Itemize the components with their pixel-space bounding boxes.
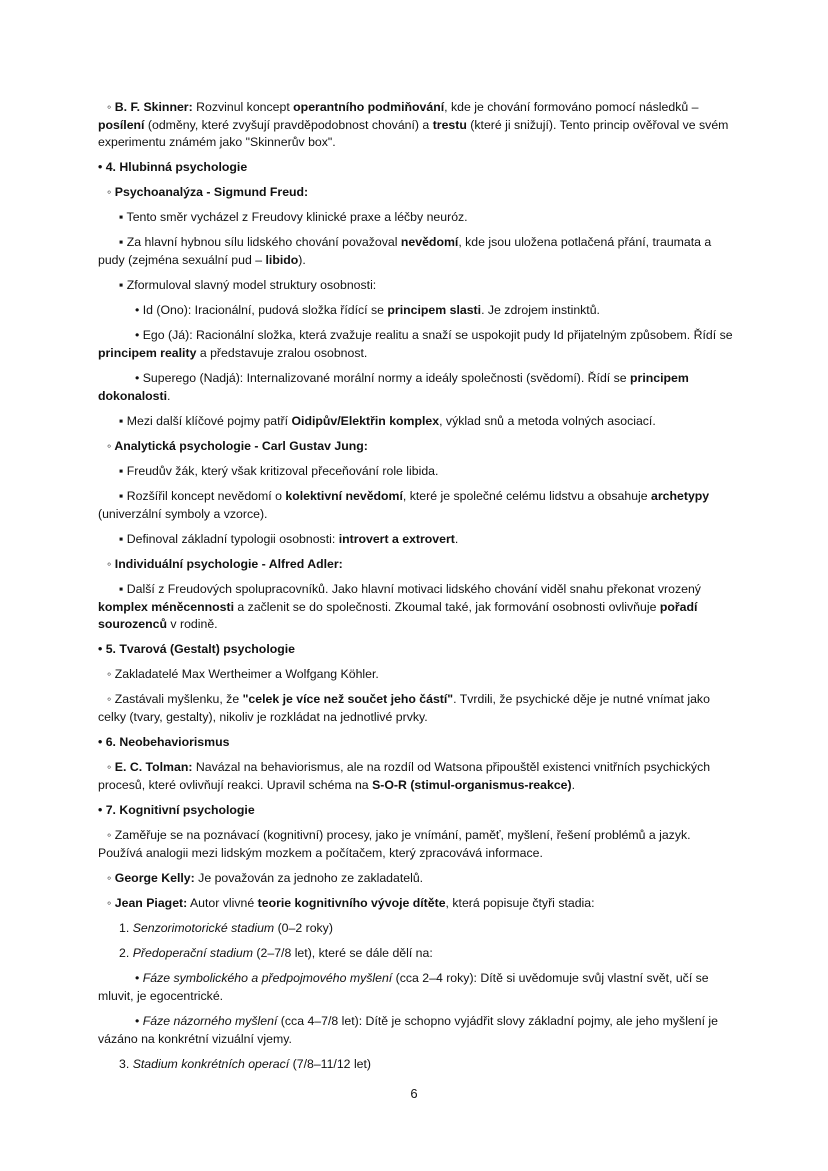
text-run: ◦	[107, 100, 115, 114]
paragraph	[98, 413, 738, 431]
paragraph	[98, 1056, 738, 1074]
text-run: .	[571, 777, 576, 792]
text-run: •	[135, 971, 143, 985]
bold-text: B. F. Skinner:	[114, 100, 193, 114]
bold-text: Oidipův/Elektřin komplex	[291, 414, 440, 428]
paragraph	[98, 463, 738, 481]
paragraph	[98, 370, 738, 405]
page-number: 6	[410, 1086, 418, 1101]
text-run: ).	[298, 252, 306, 267]
text-run: •	[135, 1014, 143, 1028]
paragraph	[98, 895, 738, 913]
bold-text: principem slasti	[387, 303, 482, 317]
bold-text: principem reality	[98, 345, 197, 360]
text-run: (2–7/8 let), které se dále dělí na:	[253, 946, 433, 960]
text-run: a představuje zralou osobnost.	[196, 345, 368, 360]
text-run: .	[454, 532, 459, 546]
bold-text: • 5. Tvarová (Gestalt) psychologie	[98, 642, 296, 656]
italic-text: Předoperační stadium	[132, 946, 253, 960]
text-run: , kde je chování formováno pomocí následků –	[444, 100, 699, 114]
paragraph	[98, 920, 738, 938]
bold-text: • 4. Hlubinná psychologie	[98, 160, 248, 174]
italic-text: Senzorimotorické stadium	[132, 921, 275, 935]
text-run: ▪ Freudův žák, který však kritizoval přeceňování role libida.	[119, 464, 439, 478]
paragraph	[98, 641, 738, 659]
paragraph	[98, 184, 738, 202]
bold-text: introvert a extrovert	[338, 532, 455, 546]
italic-text: Stadium konkrétních operací	[132, 1057, 290, 1071]
paragraph	[98, 802, 738, 820]
text-run: • Id (Ono): Iracionální, pudová složka řídící se	[135, 303, 388, 317]
paragraph	[98, 209, 738, 227]
text-run: Rozvinul koncept	[192, 100, 294, 114]
text-run: (cca 2–4 roky): Dítě si uvědomuje svůj vlastní svět, učí se mluvit, je egocentrické.	[98, 971, 709, 1003]
text-run: (0–2 roky)	[274, 921, 333, 935]
bold-text: ◦ Psychoanalýza - Sigmund Freud:	[107, 185, 309, 199]
text-run: (7/8–11/12 let)	[289, 1057, 372, 1071]
text-run: 2.	[119, 946, 133, 960]
paragraph	[98, 945, 738, 963]
bold-text: operantního podmiňování	[293, 100, 445, 114]
paragraph	[98, 1013, 738, 1048]
bold-text: S-O-R (stimul-organismus-reakce)	[372, 777, 572, 792]
bold-text: posílení	[98, 117, 145, 132]
text-run: (univerzální symboly a vzorce).	[98, 506, 268, 521]
paragraph	[98, 666, 738, 684]
text-run: ◦	[107, 896, 115, 910]
text-run: , které je společné celému lidstvu a obsahuje	[402, 489, 652, 503]
text-run: • Superego (Nadjá): Internalizované morální normy a ideály společnosti (svědomí). Řídí se	[135, 371, 631, 385]
italic-text: Fáze názorného myšlení	[142, 1014, 278, 1028]
bold-text: E. C. Tolman:	[114, 760, 193, 774]
bold-text: ◦ Analytická psychologie - Carl Gustav Jung:	[107, 439, 368, 453]
text-run: ▪ Tento směr vycházel z Freudovy klinické praxe a léčby neuróz.	[119, 210, 468, 224]
bold-text: • 7. Kognitivní psychologie	[98, 803, 255, 817]
text-run: , která popisuje čtyři stadia:	[445, 896, 595, 910]
text-run: , kde jsou uložena potlačená přání, traumata a pudy (zejména sexuální pud –	[98, 235, 712, 267]
text-run: ◦ Zastávali myšlenku, že	[107, 692, 243, 706]
text-run: v rodině.	[167, 617, 218, 631]
bold-text: George Kelly:	[114, 871, 195, 885]
text-run: ▪ Definoval základní typologii osobnosti:	[119, 532, 339, 546]
bold-text: libido	[265, 252, 299, 267]
text-run: ◦	[107, 871, 115, 885]
bold-text: archetypy	[651, 489, 710, 503]
text-run: 1.	[119, 921, 133, 935]
text-run: ◦ Zakladatelé Max Wertheimer a Wolfgang Köhler.	[107, 667, 379, 681]
bold-text: kolektivní nevědomí	[285, 489, 403, 503]
text-run: ◦	[107, 760, 115, 774]
bold-text: "celek je více než součet jeho částí"	[242, 692, 454, 706]
paragraph	[98, 581, 738, 634]
paragraph	[98, 438, 738, 456]
text-run: Autor vlivné	[187, 896, 258, 910]
paragraph	[98, 734, 738, 752]
text-run: ▪ Mezi další klíčové pojmy patří	[119, 414, 292, 428]
paragraph	[98, 302, 738, 320]
bold-text: pořadí sourozenců	[98, 599, 698, 631]
bold-text: komplex méněcennosti	[98, 599, 234, 614]
text-run: (cca 4–7/8 let): Dítě je schopno vyjádřit slovy základní pojmy, ale jeho myšlení je vázáno na konkrétní vizuální vjemy.	[98, 1014, 719, 1046]
paragraph	[98, 531, 738, 549]
text-run: • Ego (Já): Racionální složka, která zvažuje realitu a snaží se uspokojit pudy Id přijatelným způsobem. Řídí se	[135, 328, 733, 342]
paragraph	[98, 827, 738, 862]
paragraph	[98, 234, 738, 269]
text-run: 3.	[119, 1057, 133, 1071]
paragraph	[98, 327, 738, 362]
bold-text: Jean Piaget:	[114, 896, 188, 910]
text-run: , výklad snů a metoda volných asociací.	[439, 414, 656, 428]
bold-text: nevědomí	[400, 235, 459, 249]
paragraph	[98, 970, 738, 1005]
text-run: . Tvrdili, že psychické děje je nutné vnímat jako celky (tvary, gestalty), nikoliv je rozkládat na jednotlivé prvky.	[98, 692, 710, 724]
text-run: ▪ Za hlavní hybnou sílu lidského chování považoval	[119, 235, 401, 249]
paragraph	[98, 159, 738, 177]
text-run: ▪ Zformuloval slavný model struktury osobnosti:	[119, 278, 377, 292]
bold-text: trestu	[432, 117, 467, 132]
paragraph	[98, 870, 738, 888]
text-run: Je považován za jednoho ze zakladatelů.	[194, 871, 424, 885]
paragraph	[98, 759, 738, 794]
text-run: ▪ Další z Freudových spolupracovníků. Jako hlavní motivaci lidského chování viděl snahu překonat vrozený	[119, 582, 701, 596]
text-run: a začlenit se do společnosti. Zkoumal také, jak formování osobnosti ovlivňuje	[234, 599, 660, 614]
text-run: (které ji snižují). Tento princip ověřoval ve svém experimentu známém jako "Skinnerův box".	[98, 117, 729, 149]
text-run: Navázal na behaviorismus, ale na rozdíl od Watsona připouštěl existenci vnitřních psychických procesů, které ovlivňují reakci. Upravil schéma na	[98, 760, 711, 792]
text-run: ▪ Rozšířil koncept nevědomí o	[119, 489, 286, 503]
bold-text: • 6. Neobehaviorismus	[98, 735, 230, 749]
text-run: . Je zdrojem instinktů.	[481, 303, 600, 317]
paragraph	[98, 691, 738, 726]
paragraph	[98, 488, 738, 523]
text-run: (odměny, které zvyšují pravděpodobnost chování) a	[144, 117, 433, 132]
italic-text: Fáze symbolického a předpojmového myšlení	[142, 971, 393, 985]
paragraph	[98, 277, 738, 295]
paragraph	[98, 556, 738, 574]
bold-text: teorie kognitivního vývoje dítěte	[257, 896, 446, 910]
text-run: .	[167, 388, 171, 403]
text-run: ◦ Zaměřuje se na poznávací (kognitivní) procesy, jako je vnímání, paměť, myšlení, řešení problémů a jazyk. Používá analogii mezi lidským mozkem a počítačem, který zpracovává informace.	[98, 828, 691, 860]
bold-text: principem dokonalosti	[98, 371, 689, 403]
bold-text: ◦ Individuální psychologie - Alfred Adler:	[107, 557, 343, 571]
paragraph	[98, 99, 738, 152]
